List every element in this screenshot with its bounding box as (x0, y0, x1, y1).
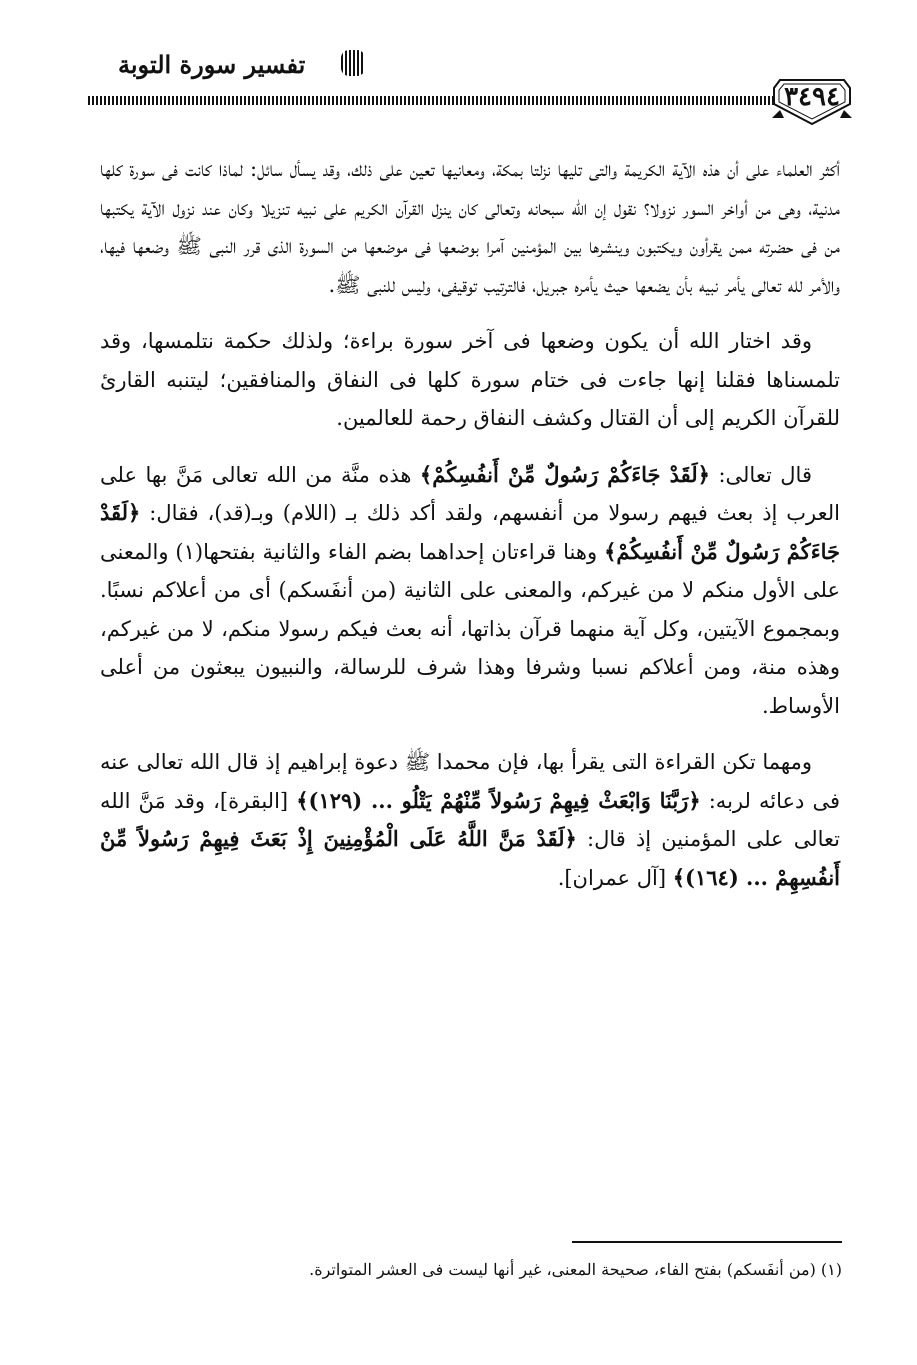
text-run: وقد اختار الله أن يكون وضعها فى آخر سورة براءة؛ ولذلك حكمة نتلمسها، وقد تلمسناها فقلنا إنها جاءت فى ختام سورة كلها فى النفاق والمنافقين؛ ليتنبه القارئ للقرآن الكريم إلى أن القتال وكشف النفاق رحمة للعالمين. (100, 329, 840, 430)
text-run: وهنا قراءتان إحداهما بضم الفاء والثانية بفتحها(١) والمعنى على الأول منكم لا من غيركم، والمعنى على الثانية (من أنفَسكم) أى من أعلاكم نسبًا. وبمجموع الآيتين، وكل آية منهما قرآن بذاتها، أنه بعث فيكم رسولا منكم، لا من غيركم، وهذه منة، ومن أعلاكم نسبا وشرفا وهذا شرف للرسالة، والنبيون يبعثون من أعلى الأوساط. (100, 539, 840, 718)
text-run: أكثر العلماء على أن هذه الآية الكريمة والتى تليها نزلتا بمكة، ومعانيها تعين على ذلك، وقد يسأل سائل: لماذا كانت فى سورة كلها مدنية، وهى من أواخر السور نزولا؟ نقول إن الله سبحانه وتعالى كان ينزل القرآن الكريم على نبيه تنزيلا وكان عند نزول الآية يكتبها من فى حضرته ممن يقرأون ويكتبون وينشرها بين المؤمنين آمرا بوضعها فى موضعها من السورة الذى قرر النبى ﷺ وضعها فيها، والأمر لله تعالى يأمر نبيه بأن يضعها حيث يأمره جبريل، فالترتيب توقيفى، وليس للنبى ﷺ. (100, 157, 840, 297)
header-rule (88, 96, 778, 105)
quran-verse: ﴿لَقَدْ جَاءَكُمْ رَسُولٌ مِّنْ أَنفُسِكُمْ﴾ (419, 461, 710, 487)
text-run: قال تعالى: (709, 462, 812, 487)
quran-verse: ﴿لَقَدْ جَاءَكُمْ رَسُولٌ مِّنْ أَنفُسِكُمْ﴾ (100, 500, 841, 564)
footnote: (١) (من أنفَسكم) بفتح الفاء، صحيحة المعنى، غير أنها ليست فى العشر المتواترة. (309, 1260, 842, 1279)
quran-verse: ﴿رَبَّنَا وَابْعَثْ فِيهِمْ رَسُولاً مِّنْهُمْ يَتْلُو ... (١٢٩)﴾ (296, 787, 701, 813)
page-number: ٣٤٩٤ (784, 82, 840, 112)
header-ornament-icon (341, 50, 365, 76)
quran-verse: ﴿لَقَدْ مَنَّ اللَّهُ عَلَى الْمُؤْمِنِينَ إِذْ بَعَثَ فِيهِمْ رَسُولاً مِّنْ أَنفُسِهِمْ ... (١٦٤)﴾ (100, 826, 840, 890)
main-text (100, 150, 840, 915)
running-header-title: تفسير سورة التوبة (118, 50, 306, 79)
paragraph (100, 322, 840, 438)
footnote-rule (572, 1241, 842, 1243)
text-run: [آل عمران]. (557, 865, 673, 890)
text-run: [البقرة]، وقد مَنَّ الله تعالى على المؤمنين إذ قال: (100, 788, 840, 851)
paragraph (100, 743, 840, 897)
paragraph (100, 150, 840, 304)
paragraph (100, 456, 840, 726)
text-run: هذه منَّة من الله تعالى مَنَّ بها على العرب إذ بعث فيهم رسولا من أنفسهم، ولقد أكد ذلك بـ (اللام) وبـ(قد)، فقال: (100, 462, 840, 525)
text-run: ومهما تكن القراءة التى يقرأ بها، فإن محمدا ﷺ دعوة إبراهيم إذ قال الله تعالى عنه فى دعائه لربه: (100, 750, 840, 813)
